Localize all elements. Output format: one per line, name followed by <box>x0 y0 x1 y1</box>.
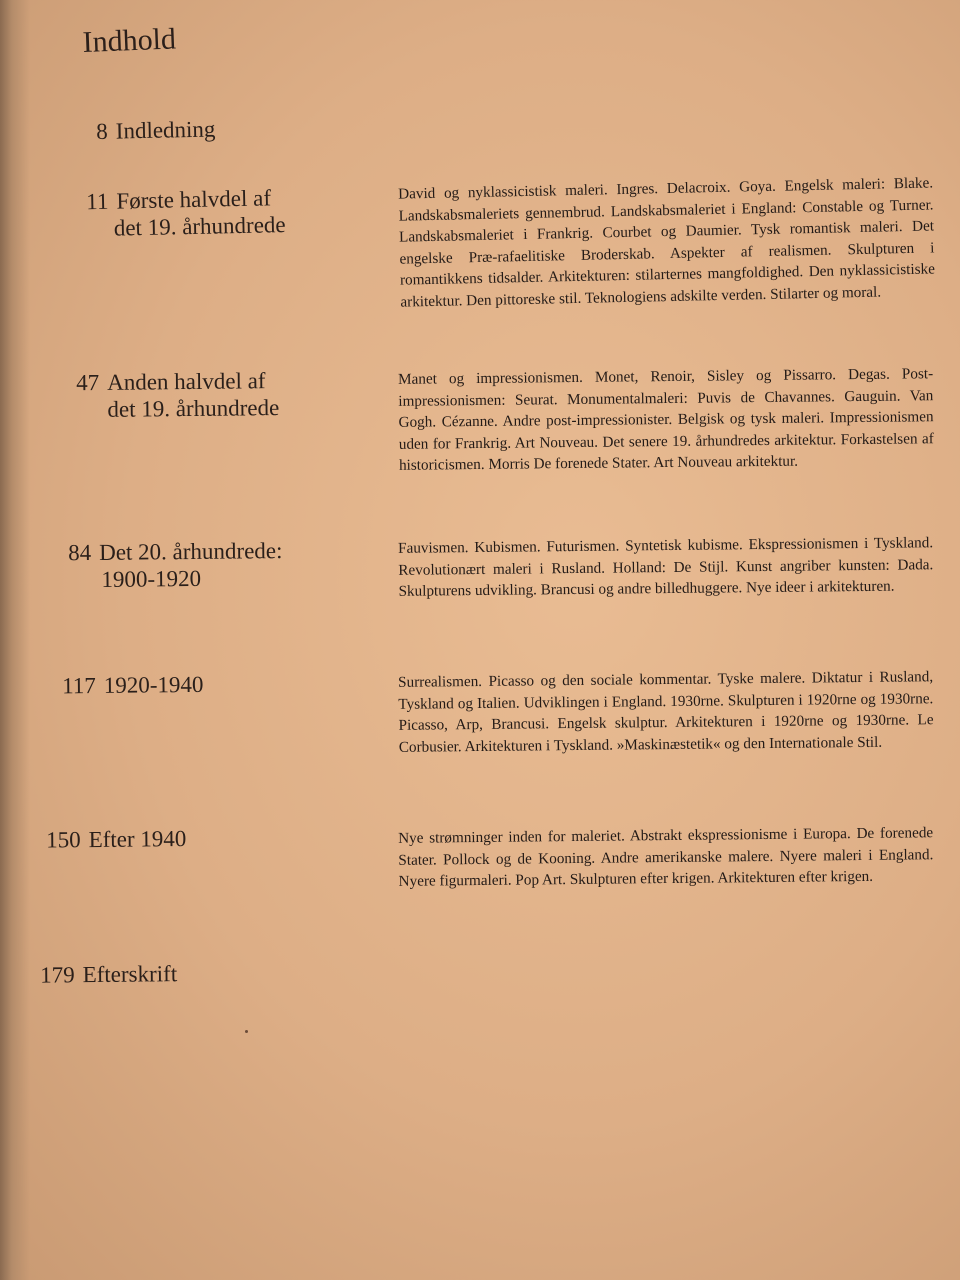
toc-entry-heading <box>68 537 283 593</box>
toc-entry-description: David og nyklassicistisk maleri. Ingres. Delacroix. Goya. Engelsk maleri: Blake. Landskabsmaleriets gennembrud. Landskabsmaleriet i England: Constable og Turner. Landskabsmaleriet i Frankrig. Courbet og Daumier. Tysk romantisk maleri. Det engelske Præ-rafaelitiske Broderskab. Aspekter af realismen. Skulpturen i romantikkens tidsalder. Arkitekturen: stilarternes mangfoldighed. Den nyklassicistiske arkitektur. Den pittoreske stil. Teknologiens adskilte verden. Stilarter og moral. <box>397 174 936 311</box>
toc-entry-title-line: det 19. århundrede <box>113 212 286 241</box>
toc-entry-indledning <box>0 100 960 160</box>
toc-entry-description: Manet og impressionismen. Monet, Renoir, Sisley og Pissarro. Degas. Post-impressionismen: Seurat. Monumentalmaleri: Puvis de Chavannes. Gauguin. Van Gogh. Cézanne. Andre post-impressionister. Belgisk og tysk maleri. Impressionismen uden for Frankrig. Art Nouveau. Det senere 19. århundredes arkitektur. Forkastelsen af historicismen. Morris De forenede Stater. Art Nouveau arkitektur. <box>398 365 934 475</box>
toc-page-number: 8 <box>95 118 109 144</box>
toc-entry-title-line: 1900-1920 <box>101 565 202 592</box>
page-title: Indhold <box>82 22 177 59</box>
toc-entry-title: Efterskrift <box>82 961 178 988</box>
toc-entry-title-line: Anden halvdel af <box>107 368 266 395</box>
toc-page-number: 150 <box>46 827 81 853</box>
toc-entry-title: Efter 1940 <box>88 826 187 853</box>
toc-entry-heading <box>76 367 279 423</box>
toc-entry-title-line: Første halvdel af <box>116 185 272 214</box>
toc-entry-title-line: Det 20. århundrede: <box>99 538 283 565</box>
toc-entry-heading <box>96 115 216 144</box>
toc-page-number: 117 <box>62 672 96 699</box>
toc-entry-1920-1940 <box>0 663 960 793</box>
toc-entry-title-line: det 19. århundrede <box>107 395 280 422</box>
toc-entry-heading <box>86 184 286 242</box>
toc-entry-description: Fauvismen. Kubismen. Futurismen. Syntetisk kubisme. Ekspressionismen i Tyskland. Revolutionært maleri i Rusland. Holland: De Stijl. Kunst angriber kunsten: Dada. Skulpturens udvikling. Brancusi og andre billedhuggere. Nye ideer i arkitekturen. <box>398 534 934 601</box>
toc-entry-heading <box>62 671 204 699</box>
toc-entry-description: Nye strømninger inden for maleriet. Abstrakt ekspressionisme i Europa. De forenede Stater. Pollock og de Kooning. Andre amerikanske malere. Nyere maleri i England. Nyere figurmaleri. Pop Art. Skulpturen efter krigen. Arkitekturen efter krigen. <box>398 824 934 891</box>
toc-entry-title: Indledning <box>115 116 216 144</box>
toc-entry-description: Surrealismen. Picasso og den sociale kommentar. Tyske malere. Diktatur i Rusland, Tyskland og Italien. Udviklingen i England. 1930rne. Skulpturen i 1920rne og 1930rne. Picasso, Arp, Brancusi. Engelsk skulptur. Arkitekturen i 1920rne og 1930rne. Le Corbusier. Arkitekturen i Tyskland. »Maskinæstetik« og den Internationale Stil. <box>398 668 934 756</box>
paper-speck <box>245 1030 248 1033</box>
toc-page-number: 84 <box>68 540 92 566</box>
toc-entry-title: 1920-1940 <box>103 671 204 698</box>
toc-entry-after-1940 <box>0 817 960 927</box>
toc-entry-heading <box>46 825 186 853</box>
toc-page-number: 11 <box>86 188 109 215</box>
toc-page-number: 179 <box>40 962 75 988</box>
toc-entry-second-half-19th <box>0 360 960 500</box>
toc-entry-efterskrift <box>0 952 960 1002</box>
toc-entry-20th-century <box>0 530 960 640</box>
toc-entry-heading <box>40 960 177 988</box>
toc-entry-first-half-19th <box>0 170 960 340</box>
toc-page-number: 47 <box>76 369 100 396</box>
